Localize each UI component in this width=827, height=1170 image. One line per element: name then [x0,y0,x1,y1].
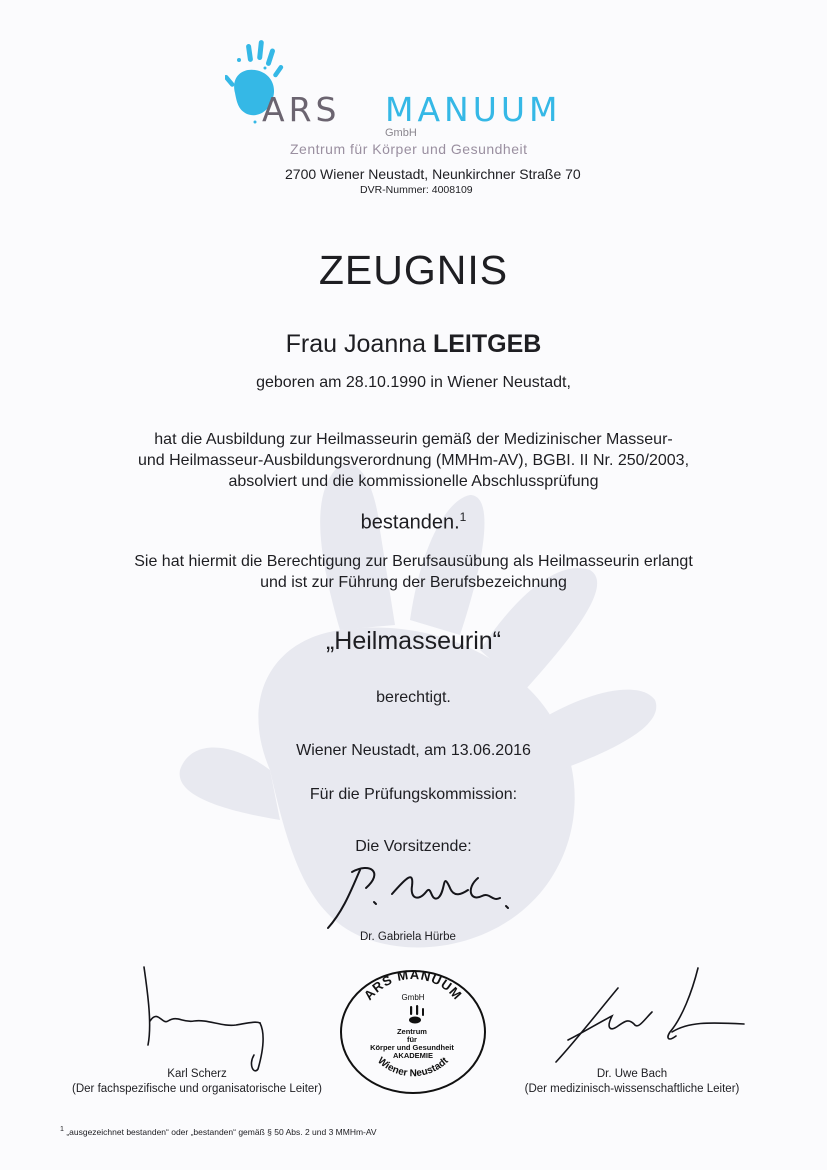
footnote [60,1125,377,1137]
training-line: und Heilmasseur-Ausbildungsverordnung (MMHm-AV), BGBI. II Nr. 250/2003, [137,452,690,469]
brand-name-ars: ARS [262,90,341,129]
dvr-number: DVR-Nummer: 4008109 [360,184,473,196]
recipient-name [0,330,827,359]
brand-tagline: Zentrum für Körper und Gesundheit [290,141,528,157]
brand-name-manuum: MANUUM [385,90,562,129]
chair-label: Die Vorsitzende: [355,838,472,855]
seal-bottom-text: Wiener Neustadt [375,1055,451,1080]
seal-center-line: Zentrum [396,1027,427,1036]
seal-center-line: AKADEMIE [392,1051,434,1060]
authorization-line: Sie hat hiermit die Berechtigung zur Berufsausübung als Heilmasseurin erlangt [134,553,693,570]
right-signatory-role: (Der medizinisch-wissenschaftliche Leiter) [524,1083,740,1095]
company-seal [338,968,488,1096]
footnote-text: „ausgezeichnet bestanden“ oder „bestanden“ gemäß § 50 Abs. 2 und 3 MMHm-AV [66,1126,377,1137]
training-line: hat die Ausbildung zur Heilmasseurin gemäß der Medizinischer Masseur- [154,431,673,448]
left-signatory-name: Karl Scherz [167,1068,227,1080]
document-title: ZEUGNIS [318,247,509,293]
footnote-marker: 1 [60,1125,64,1133]
place-date: Wiener Neustadt, am 13.06.2016 [296,742,531,759]
chair-name: Dr. Gabriela Hürbe [360,931,456,943]
exam-result-text: bestanden. [360,511,460,534]
entitled-line: berechtigt. [376,689,451,706]
left-signatory-role: (Der fachspezifische und organisatorische Leiter) [72,1083,322,1095]
left-signatory [62,1067,332,1097]
authorization-paragraph [0,551,827,593]
left-signature [138,965,278,1075]
commission-line: Für die Prüfungskommission: [309,786,518,803]
right-signature [548,962,748,1072]
training-paragraph [0,429,827,492]
seal-center-line: für [406,1035,417,1044]
recipient-surname: LEITGEB [432,330,542,358]
brand-legal-form: GmbH [385,127,417,139]
training-line: absolviert und die kommissionelle Abschlussprüfung [228,473,599,490]
chair-signature [322,858,512,932]
footnote-marker: 1 [459,510,467,524]
seal-gmbh: GmbH [401,993,425,1002]
seal-center-line: Körper und Gesundheit [370,1043,454,1052]
right-signatory [512,1067,752,1097]
svg-text:Zentrum für Körper und [370,1027,456,1060]
authorization-line: und ist zur Führung der Berufsbezeichnung [260,574,567,591]
birth-line: geboren am 28.10.1990 in Wiener Neustadt, [256,374,571,391]
right-signatory-name: Dr. Uwe Bach [596,1068,668,1080]
job-title: „Heilmasseurin“ [325,627,502,655]
company-address: 2700 Wiener Neustadt, Neunkirchner Straße 70 [285,166,581,182]
exam-result [0,510,827,535]
seal-top-text: ARS MANUUM [360,968,466,1003]
recipient-salutation: Frau Joanna [285,330,427,358]
